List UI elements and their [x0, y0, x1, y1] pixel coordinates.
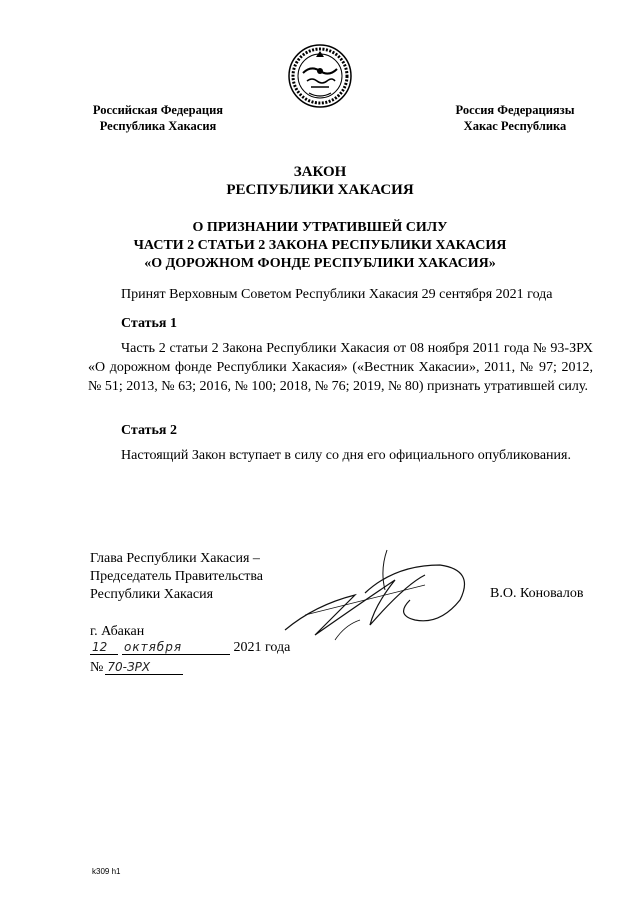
- law-number-prefix: №: [90, 660, 104, 675]
- law-subject-line3: «О ДОРОЖНОМ ФОНДЕ РЕСПУБЛИКИ ХАКАСИЯ»: [144, 256, 496, 271]
- signatory-line2: Председатель Правительства: [90, 569, 263, 584]
- law-subject-line1: О ПРИЗНАНИИ УТРАТИВШЕЙ СИЛУ: [192, 220, 448, 235]
- adoption-statement: Принят Верховным Советом Республики Хакасия 29 сентября 2021 года: [121, 287, 553, 302]
- law-number: [90, 660, 183, 676]
- law-subject: [60, 219, 580, 273]
- law-subject-line2: ЧАСТИ 2 СТАТЬИ 2 ЗАКОНА РЕСПУБЛИКИ ХАКАСИЯ: [133, 238, 507, 253]
- article2-heading: Статья 2: [121, 423, 177, 438]
- khakassia-coat-of-arms-icon: [287, 43, 353, 109]
- signatory-line1: Глава Республики Хакасия –: [90, 551, 260, 566]
- document-type-title: ЗАКОН: [293, 164, 347, 180]
- signer-name: В.О. Коновалов: [490, 586, 584, 601]
- date-day: 12: [90, 640, 118, 655]
- article2-text: Настоящий Закон вступает в силу со дня его официального опубликования.: [121, 448, 571, 463]
- handwritten-signature-icon: [275, 545, 490, 660]
- date-year: 2021 года: [233, 640, 291, 655]
- header-left: [88, 102, 228, 134]
- signatory-position: [90, 550, 263, 604]
- signatory-line3: Республики Хакасия: [90, 587, 214, 602]
- signing-date: [90, 640, 290, 656]
- document-issuer-title: РЕСПУБЛИКИ ХАКАСИЯ: [226, 182, 414, 198]
- place-of-signing: г. Абакан: [90, 624, 145, 639]
- date-month: октября: [122, 640, 230, 655]
- article1-body: [88, 339, 593, 396]
- header-right-line2: Хакас Республика: [463, 119, 567, 133]
- footer-code: k309 h1: [92, 867, 121, 876]
- article1-text: Часть 2 статьи 2 Закона Республики Хакасия от 08 ноября 2011 года № 93-ЗРХ «О дорожном фонде Республики Хакасия» («Вестник Хакасии», 2011, № 97; 2012, № 51; 2013, № 63; 2016, № 100; 2018, № 76; 2019, № 80) признать утратившей силу.: [88, 341, 593, 394]
- header-right-line1: Россия Федерациязы: [455, 103, 575, 117]
- header-left-line1: Российская Федерация: [92, 103, 224, 117]
- article1-heading: Статья 1: [121, 316, 177, 331]
- header-left-line2: Республика Хакасия: [99, 119, 217, 133]
- law-number-value: 70-ЗРХ: [105, 660, 183, 675]
- header-right: [440, 102, 590, 134]
